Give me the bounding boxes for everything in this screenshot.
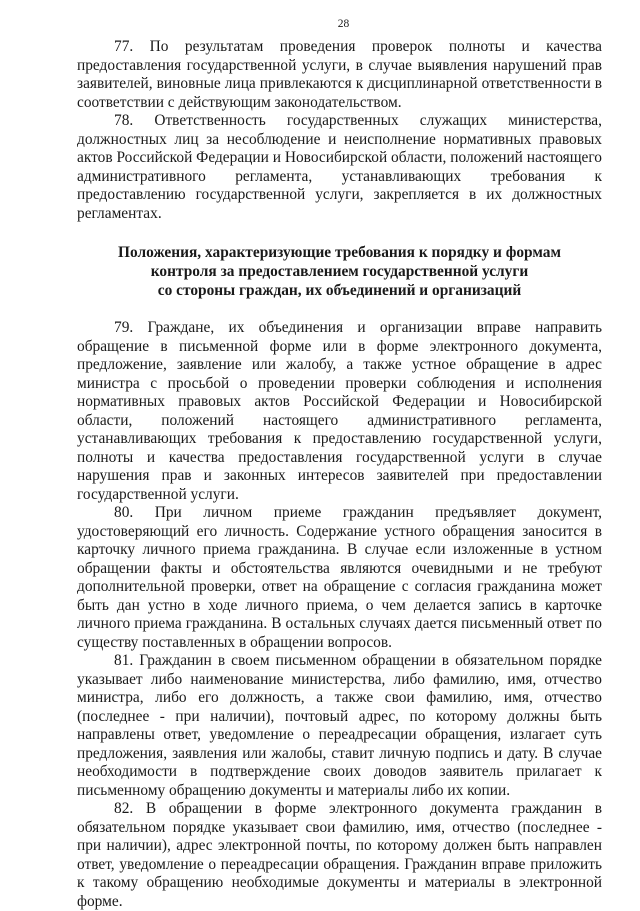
paragraph-82: 82. В обращении в форме электронного документа гражданин в обязательном порядке указывает свои фамилию, имя, отчество (последнее - при наличии), адрес электронной почты, по которому должен быть направлен ответ, уведомление о переадресации обращения. Гражданин вправе приложить к такому обращению необходимые документы и материалы в электронной форме. (77, 800, 602, 910)
section-heading (77, 243, 602, 300)
paragraph-78: 78. Ответственность государственных служащих министерства, должностных лиц за несоблюдение и неисполнение нормативных правовых актов Российской Федерации и Новосибирской области, положений настоящего административного регламента, устанавливающих требования к предоставлению государственной услуги, закрепляется в их должностных регламентах. (77, 112, 602, 222)
section-heading-line-1: Положения, характеризующие требования к порядку и формам (118, 244, 561, 261)
paragraph-80: 80. При личном приеме гражданин предъявляет документ, удостоверяющий его личность. Содержание устного обращения заносится в карточку личного приема гражданина. В случае если изложенные в устном обращении факты и обстоятельства являются очевидными и не требуют дополнительной проверки, ответ на обращение с согласия гражданина может быть дан устно в ходе личного приема, о чем делается запись в карточке личного приема гражданина. В остальных случаях дается письменный ответ по существу поставленных в обращении вопросов. (77, 504, 602, 651)
section-heading-line-3: со стороны граждан, их объединений и организаций (157, 282, 522, 299)
paragraph-77: 77. По результатам проведения проверок полноты и качества предоставления государственной услуги, в случае выявления нарушений прав заявителей, виновные лица привлекаются к дисциплинарной ответственности в соответствии с действующим законодательством. (77, 38, 602, 111)
section-heading-line-2: контроля за предоставлением государственной услуги (150, 263, 529, 280)
paragraph-79: 79. Граждане, их объединения и организации вправе направить обращение в письменной форме или в форме электронного документа, предложение, заявление или жалобу, а также устное обращение в адрес министра с просьбой о проведении проверки соблюдения и исполнения нормативных правовых актов Российской Федерации и Новосибирской области, положений настоящего административного регламента, устанавливающих требования к предоставлению государственной услуги, полноты и качества предоставления государственной услуги в случае нарушения прав и законных интересов заявителей при предоставлении государственной услуги. (77, 319, 602, 503)
paragraph-81: 81. Гражданин в своем письменном обращении в обязательном порядке указывает либо наименование министерства, либо фамилию, имя, отчество министра, либо его должность, а также свои фамилию, имя, отчество (последнее - при наличии), почтовый адрес, по которому должны быть направлены ответ, уведомление о переадресации обращения, излагает суть предложения, заявления или жалобы, ставит личную подпись и дату. В случае необходимости в подтверждение своих доводов заявитель прилагает к письменному обращению документы и материалы либо их копии. (77, 652, 602, 799)
page-number: 28 (337, 18, 350, 30)
